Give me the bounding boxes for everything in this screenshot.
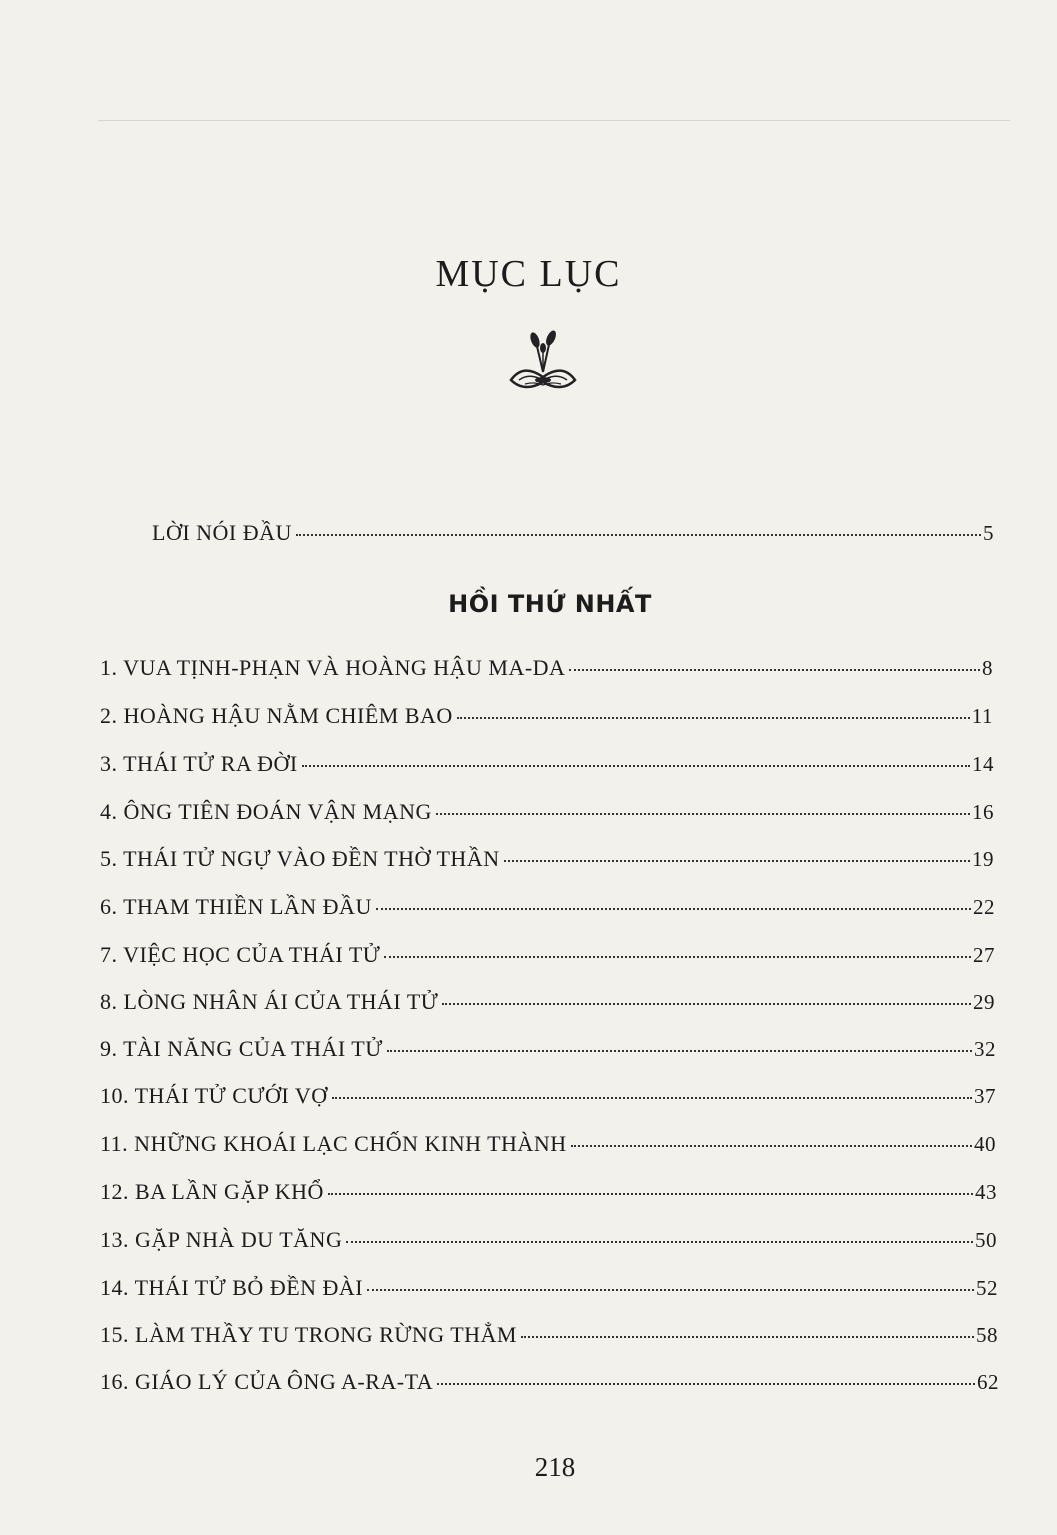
toc-entry-page: 62 — [977, 1370, 999, 1394]
toc-entry-page: 50 — [975, 1228, 997, 1252]
toc-entry[interactable] — [100, 894, 995, 920]
dot-leader — [457, 717, 970, 719]
toc-entry-label: 9. TÀI NĂNG CỦA THÁI TỬ — [100, 1036, 383, 1061]
toc-entry-label: 15. LÀM THẦY TU TRONG RỪNG THẲM — [100, 1322, 517, 1347]
toc-entry-page: 5 — [983, 521, 994, 545]
toc-entry-page: 16 — [972, 800, 994, 824]
toc-entry-page: 29 — [973, 990, 995, 1014]
header-rule — [98, 120, 1010, 121]
toc-entry[interactable] — [100, 1227, 997, 1253]
dot-leader — [332, 1097, 972, 1099]
toc-entry-page: 19 — [972, 847, 994, 871]
toc-entry[interactable] — [100, 751, 994, 777]
dot-leader — [346, 1241, 973, 1243]
dot-leader — [302, 765, 970, 767]
toc-entry-page: 14 — [972, 752, 994, 776]
toc-entry-label: 3. THÁI TỬ RA ĐỜI — [100, 751, 298, 776]
toc-entry[interactable] — [100, 799, 994, 825]
section-heading: HỒI THỨ NHẤT — [448, 590, 652, 618]
toc-entry-preface[interactable] — [152, 520, 994, 546]
toc-entry-page: 32 — [974, 1037, 996, 1061]
toc-entry-label: 13. GẶP NHÀ DU TĂNG — [100, 1227, 343, 1252]
toc-entry-label: 2. HOÀNG HẬU NẰM CHIÊM BAO — [100, 703, 453, 728]
toc-entry-page: 27 — [973, 943, 995, 967]
lotus-flower-ornament-icon — [503, 322, 583, 402]
dot-leader — [571, 1145, 972, 1147]
toc-entry-label: 7. VIỆC HỌC CỦA THÁI TỬ — [100, 942, 381, 967]
toc-entry-page: 58 — [976, 1323, 998, 1347]
toc-entry[interactable] — [100, 1369, 999, 1395]
dot-leader — [436, 813, 970, 815]
toc-entry-label: 8. LÒNG NHÂN ÁI CỦA THÁI TỬ — [100, 989, 439, 1014]
toc-entry[interactable] — [100, 1322, 998, 1348]
toc-entry-label: 5. THÁI TỬ NGỰ VÀO ĐỀN THỜ THẦN — [100, 846, 500, 871]
toc-entry[interactable] — [100, 1036, 996, 1062]
dot-leader — [569, 669, 980, 671]
toc-entry[interactable] — [100, 1179, 997, 1205]
toc-entry-label: 16. GIÁO LÝ CỦA ÔNG A-RA-TA — [100, 1369, 434, 1394]
toc-entry[interactable] — [100, 942, 995, 968]
toc-entry-label: LỜI NÓI ĐẦU — [152, 520, 292, 545]
toc-entry-page: 11 — [971, 704, 993, 728]
toc-entry-label: 12. BA LẦN GẶP KHỔ — [100, 1179, 324, 1204]
toc-entry[interactable] — [100, 1275, 998, 1301]
dot-leader — [376, 908, 971, 910]
toc-entry-page: 43 — [975, 1180, 997, 1204]
dot-leader — [387, 1050, 972, 1052]
dot-leader — [328, 1193, 973, 1195]
toc-entry-page: 37 — [974, 1084, 996, 1108]
dot-leader — [442, 1003, 971, 1005]
toc-entry-page: 52 — [976, 1276, 998, 1300]
dot-leader — [296, 534, 981, 536]
toc-entry[interactable] — [100, 703, 993, 729]
toc-entry-label: 1. VUA TỊNH-PHẠN VÀ HOÀNG HẬU MA-DA — [100, 655, 566, 680]
dot-leader — [521, 1336, 974, 1338]
toc-entry[interactable] — [100, 846, 994, 872]
toc-entry-page: 8 — [982, 656, 993, 680]
toc-entry[interactable] — [100, 1131, 996, 1157]
toc-entry[interactable] — [100, 989, 995, 1015]
dot-leader — [504, 860, 970, 862]
toc-entry[interactable] — [100, 655, 993, 681]
dot-leader — [384, 956, 971, 958]
toc-entry-page: 40 — [974, 1132, 996, 1156]
toc-entry-label: 4. ÔNG TIÊN ĐOÁN VẬN MẠNG — [100, 799, 432, 824]
dot-leader — [437, 1383, 975, 1385]
dot-leader — [367, 1289, 974, 1291]
page-title: MỤC LỤC — [435, 253, 622, 295]
toc-entry[interactable] — [100, 1083, 996, 1109]
toc-entry-label: 14. THÁI TỬ BỎ ĐỀN ĐÀI — [100, 1275, 364, 1300]
toc-entry-label: 6. THAM THIỀN LẦN ĐẦU — [100, 894, 372, 919]
toc-entry-page: 22 — [973, 895, 995, 919]
toc-entry-label: 10. THÁI TỬ CƯỚI VỢ — [100, 1083, 328, 1108]
toc-entry-label: 11. NHỮNG KHOÁI LẠC CHỐN KINH THÀNH — [100, 1131, 567, 1156]
page-number: 218 — [534, 1452, 576, 1482]
